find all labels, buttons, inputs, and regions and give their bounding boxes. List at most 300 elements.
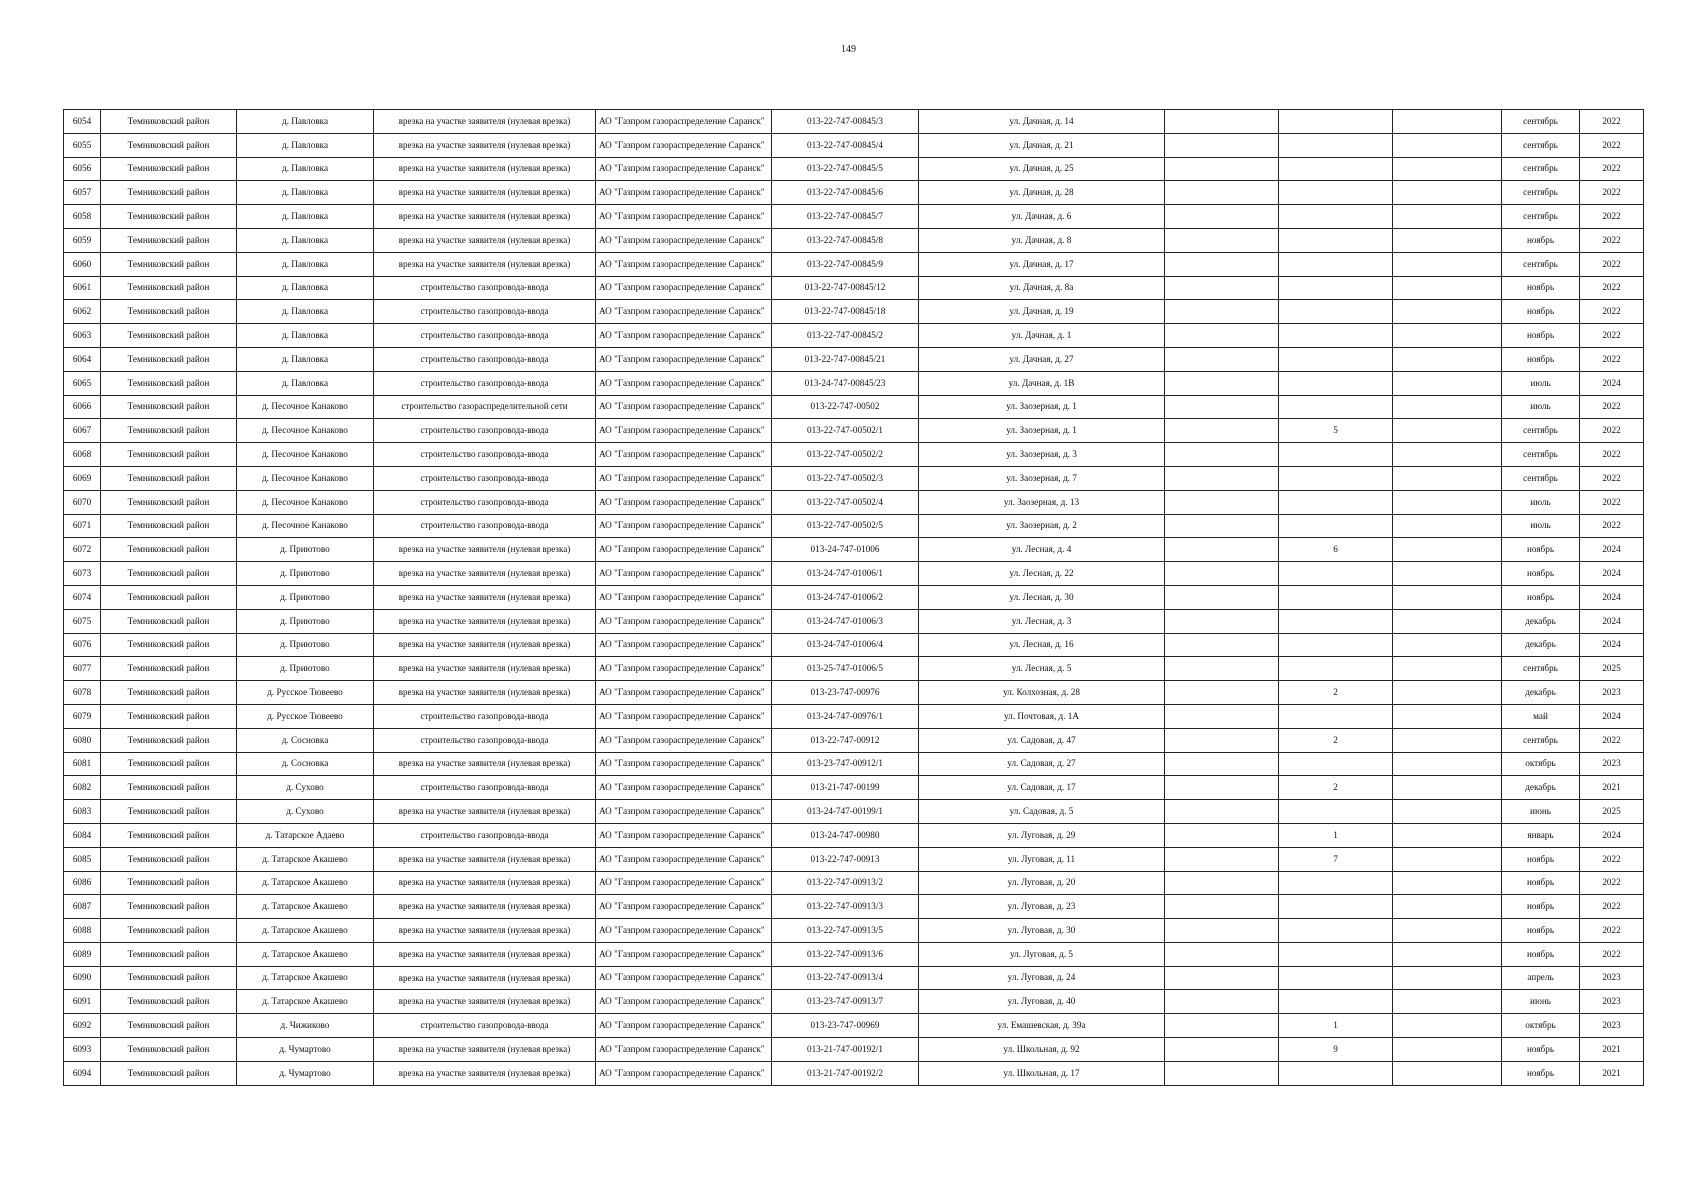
district-cell: Темниковский район bbox=[101, 776, 237, 800]
empty-cell-b bbox=[1393, 490, 1502, 514]
organization-cell: АО "Газпром газораспределение Саранск" bbox=[596, 657, 772, 681]
settlement-cell: д. Татарское Адаево bbox=[237, 823, 374, 847]
table-row bbox=[64, 1038, 1644, 1062]
district-cell: Темниковский район bbox=[101, 633, 237, 657]
count-cell bbox=[1279, 443, 1393, 467]
year-cell: 2022 bbox=[1580, 847, 1644, 871]
work-type-cell: врезка на участке заявителя (нулевая врезка) bbox=[374, 942, 596, 966]
empty-cell-a bbox=[1165, 919, 1279, 943]
year-cell: 2022 bbox=[1580, 276, 1644, 300]
month-cell: сентябрь bbox=[1502, 443, 1580, 467]
district-cell: Темниковский район bbox=[101, 133, 237, 157]
district-cell: Темниковский район bbox=[101, 395, 237, 419]
organization-cell: АО "Газпром газораспределение Саранск" bbox=[596, 823, 772, 847]
table-row bbox=[64, 443, 1644, 467]
settlement-cell: д. Приютово bbox=[237, 562, 374, 586]
work-type-cell: врезка на участке заявителя (нулевая врезка) bbox=[374, 110, 596, 134]
empty-cell-b bbox=[1393, 538, 1502, 562]
empty-cell-b bbox=[1393, 110, 1502, 134]
month-cell: декабрь bbox=[1502, 609, 1580, 633]
contract-number-cell: 013-23-747-00969 bbox=[772, 1014, 919, 1038]
empty-cell-b bbox=[1393, 181, 1502, 205]
month-cell: ноябрь bbox=[1502, 871, 1580, 895]
table-row bbox=[64, 276, 1644, 300]
row-number-cell: 6087 bbox=[64, 895, 101, 919]
table-row bbox=[64, 490, 1644, 514]
year-cell: 2022 bbox=[1580, 728, 1644, 752]
contract-number-cell: 013-22-747-00502/3 bbox=[772, 466, 919, 490]
month-cell: сентябрь bbox=[1502, 657, 1580, 681]
contract-number-cell: 013-22-747-00845/7 bbox=[772, 205, 919, 229]
settlement-cell: д. Павловка bbox=[237, 228, 374, 252]
district-cell: Темниковский район bbox=[101, 514, 237, 538]
contract-number-cell: 013-22-747-00502/5 bbox=[772, 514, 919, 538]
settlement-cell: д. Песочное Канаково bbox=[237, 395, 374, 419]
settlement-cell: д. Песочное Канаково bbox=[237, 419, 374, 443]
address-cell: ул. Дачная, д. 8 bbox=[919, 228, 1165, 252]
empty-cell-a bbox=[1165, 228, 1279, 252]
organization-cell: АО "Газпром газораспределение Саранск" bbox=[596, 609, 772, 633]
count-cell bbox=[1279, 110, 1393, 134]
empty-cell-a bbox=[1165, 538, 1279, 562]
organization-cell: АО "Газпром газораспределение Саранск" bbox=[596, 633, 772, 657]
row-number-cell: 6077 bbox=[64, 657, 101, 681]
year-cell: 2025 bbox=[1580, 800, 1644, 824]
contract-number-cell: 013-22-747-00502/2 bbox=[772, 443, 919, 467]
empty-cell-b bbox=[1393, 895, 1502, 919]
district-cell: Темниковский район bbox=[101, 704, 237, 728]
count-cell bbox=[1279, 490, 1393, 514]
address-cell: ул. Заозерная, д. 1 bbox=[919, 395, 1165, 419]
month-cell: ноябрь bbox=[1502, 228, 1580, 252]
district-cell: Темниковский район bbox=[101, 1061, 237, 1085]
year-cell: 2022 bbox=[1580, 205, 1644, 229]
organization-cell: АО "Газпром газораспределение Саранск" bbox=[596, 1038, 772, 1062]
year-cell: 2022 bbox=[1580, 466, 1644, 490]
district-cell: Темниковский район bbox=[101, 538, 237, 562]
organization-cell: АО "Газпром газораспределение Саранск" bbox=[596, 133, 772, 157]
empty-cell-b bbox=[1393, 704, 1502, 728]
count-cell bbox=[1279, 752, 1393, 776]
empty-cell-b bbox=[1393, 1061, 1502, 1085]
empty-cell-b bbox=[1393, 800, 1502, 824]
month-cell: июнь bbox=[1502, 990, 1580, 1014]
table-row bbox=[64, 371, 1644, 395]
contract-number-cell: 013-23-747-00912/1 bbox=[772, 752, 919, 776]
organization-cell: АО "Газпром газораспределение Саранск" bbox=[596, 466, 772, 490]
count-cell: 5 bbox=[1279, 419, 1393, 443]
contract-number-cell: 013-25-747-01006/5 bbox=[772, 657, 919, 681]
organization-cell: АО "Газпром газораспределение Саранск" bbox=[596, 681, 772, 705]
year-cell: 2023 bbox=[1580, 990, 1644, 1014]
work-type-cell: строительство газопровода-ввода bbox=[374, 324, 596, 348]
address-cell: ул. Почтовая, д. 1А bbox=[919, 704, 1165, 728]
address-cell: ул. Садовая, д. 17 bbox=[919, 776, 1165, 800]
organization-cell: АО "Газпром газораспределение Саранск" bbox=[596, 276, 772, 300]
district-cell: Темниковский район bbox=[101, 181, 237, 205]
count-cell bbox=[1279, 895, 1393, 919]
contract-number-cell: 013-24-747-00199/1 bbox=[772, 800, 919, 824]
empty-cell-a bbox=[1165, 752, 1279, 776]
table-row bbox=[64, 562, 1644, 586]
gas-connection-register-table bbox=[63, 109, 1644, 1086]
district-cell: Темниковский район bbox=[101, 752, 237, 776]
row-number-cell: 6057 bbox=[64, 181, 101, 205]
count-cell bbox=[1279, 347, 1393, 371]
work-type-cell: врезка на участке заявителя (нулевая врезка) bbox=[374, 990, 596, 1014]
district-cell: Темниковский район bbox=[101, 1014, 237, 1038]
empty-cell-b bbox=[1393, 585, 1502, 609]
row-number-cell: 6067 bbox=[64, 419, 101, 443]
table-row bbox=[64, 205, 1644, 229]
table-row bbox=[64, 800, 1644, 824]
empty-cell-b bbox=[1393, 966, 1502, 990]
month-cell: ноябрь bbox=[1502, 324, 1580, 348]
empty-cell-b bbox=[1393, 776, 1502, 800]
address-cell: ул. Лесная, д. 16 bbox=[919, 633, 1165, 657]
address-cell: ул. Дачная, д. 17 bbox=[919, 252, 1165, 276]
row-number-cell: 6078 bbox=[64, 681, 101, 705]
district-cell: Темниковский район bbox=[101, 657, 237, 681]
row-number-cell: 6093 bbox=[64, 1038, 101, 1062]
work-type-cell: строительство газопровода-ввода bbox=[374, 276, 596, 300]
year-cell: 2024 bbox=[1580, 538, 1644, 562]
empty-cell-a bbox=[1165, 514, 1279, 538]
organization-cell: АО "Газпром газораспределение Саранск" bbox=[596, 704, 772, 728]
empty-cell-a bbox=[1165, 1061, 1279, 1085]
empty-cell-a bbox=[1165, 324, 1279, 348]
empty-cell-b bbox=[1393, 371, 1502, 395]
settlement-cell: д. Павловка bbox=[237, 133, 374, 157]
row-number-cell: 6062 bbox=[64, 300, 101, 324]
contract-number-cell: 013-22-747-00845/18 bbox=[772, 300, 919, 324]
count-cell: 1 bbox=[1279, 823, 1393, 847]
settlement-cell: д. Русское Тювеево bbox=[237, 681, 374, 705]
settlement-cell: д. Чумартово bbox=[237, 1061, 374, 1085]
work-type-cell: строительство газопровода-ввода bbox=[374, 371, 596, 395]
year-cell: 2022 bbox=[1580, 919, 1644, 943]
empty-cell-a bbox=[1165, 443, 1279, 467]
month-cell: ноябрь bbox=[1502, 1061, 1580, 1085]
contract-number-cell: 013-24-747-01006/2 bbox=[772, 585, 919, 609]
district-cell: Темниковский район bbox=[101, 205, 237, 229]
work-type-cell: врезка на участке заявителя (нулевая врезка) bbox=[374, 228, 596, 252]
district-cell: Темниковский район bbox=[101, 324, 237, 348]
work-type-cell: врезка на участке заявителя (нулевая врезка) bbox=[374, 633, 596, 657]
empty-cell-b bbox=[1393, 276, 1502, 300]
district-cell: Темниковский район bbox=[101, 585, 237, 609]
row-number-cell: 6060 bbox=[64, 252, 101, 276]
empty-cell-b bbox=[1393, 133, 1502, 157]
year-cell: 2022 bbox=[1580, 252, 1644, 276]
work-type-cell: врезка на участке заявителя (нулевая врезка) bbox=[374, 752, 596, 776]
table-row bbox=[64, 157, 1644, 181]
contract-number-cell: 013-22-747-00913/6 bbox=[772, 942, 919, 966]
count-cell: 2 bbox=[1279, 681, 1393, 705]
table-row bbox=[64, 324, 1644, 348]
empty-cell-a bbox=[1165, 942, 1279, 966]
year-cell: 2022 bbox=[1580, 443, 1644, 467]
count-cell bbox=[1279, 252, 1393, 276]
month-cell: июль bbox=[1502, 490, 1580, 514]
organization-cell: АО "Газпром газораспределение Саранск" bbox=[596, 1061, 772, 1085]
organization-cell: АО "Газпром газораспределение Саранск" bbox=[596, 324, 772, 348]
contract-number-cell: 013-22-747-00845/6 bbox=[772, 181, 919, 205]
table-row bbox=[64, 681, 1644, 705]
year-cell: 2024 bbox=[1580, 585, 1644, 609]
district-cell: Темниковский район bbox=[101, 419, 237, 443]
empty-cell-a bbox=[1165, 895, 1279, 919]
table-row bbox=[64, 110, 1644, 134]
empty-cell-a bbox=[1165, 347, 1279, 371]
month-cell: сентябрь bbox=[1502, 133, 1580, 157]
table-row bbox=[64, 728, 1644, 752]
work-type-cell: строительство газопровода-ввода bbox=[374, 443, 596, 467]
address-cell: ул. Дачная, д. 27 bbox=[919, 347, 1165, 371]
count-cell: 6 bbox=[1279, 538, 1393, 562]
count-cell bbox=[1279, 704, 1393, 728]
work-type-cell: строительство газопровода-ввода bbox=[374, 490, 596, 514]
work-type-cell: врезка на участке заявителя (нулевая врезка) bbox=[374, 609, 596, 633]
settlement-cell: д. Павловка bbox=[237, 324, 374, 348]
table-row bbox=[64, 1061, 1644, 1085]
empty-cell-b bbox=[1393, 728, 1502, 752]
settlement-cell: д. Песочное Канаково bbox=[237, 490, 374, 514]
address-cell: ул. Садовая, д. 5 bbox=[919, 800, 1165, 824]
month-cell: ноябрь bbox=[1502, 942, 1580, 966]
district-cell: Темниковский район bbox=[101, 443, 237, 467]
year-cell: 2022 bbox=[1580, 514, 1644, 538]
address-cell: ул. Луговая, д. 5 bbox=[919, 942, 1165, 966]
district-cell: Темниковский район bbox=[101, 1038, 237, 1062]
count-cell bbox=[1279, 633, 1393, 657]
empty-cell-b bbox=[1393, 562, 1502, 586]
contract-number-cell: 013-22-747-00845/4 bbox=[772, 133, 919, 157]
table-row bbox=[64, 538, 1644, 562]
empty-cell-a bbox=[1165, 704, 1279, 728]
address-cell: ул. Дачная, д. 8а bbox=[919, 276, 1165, 300]
contract-number-cell: 013-24-747-01006 bbox=[772, 538, 919, 562]
contract-number-cell: 013-24-747-01006/3 bbox=[772, 609, 919, 633]
settlement-cell: д. Русское Тювеево bbox=[237, 704, 374, 728]
month-cell: ноябрь bbox=[1502, 276, 1580, 300]
empty-cell-a bbox=[1165, 633, 1279, 657]
row-number-cell: 6069 bbox=[64, 466, 101, 490]
address-cell: ул. Лесная, д. 4 bbox=[919, 538, 1165, 562]
address-cell: ул. Заозерная, д. 13 bbox=[919, 490, 1165, 514]
row-number-cell: 6071 bbox=[64, 514, 101, 538]
settlement-cell: д. Сосновка bbox=[237, 728, 374, 752]
month-cell: сентябрь bbox=[1502, 252, 1580, 276]
address-cell: ул. Лесная, д. 30 bbox=[919, 585, 1165, 609]
row-number-cell: 6084 bbox=[64, 823, 101, 847]
address-cell: ул. Дачная, д. 14 bbox=[919, 110, 1165, 134]
empty-cell-b bbox=[1393, 752, 1502, 776]
count-cell: 2 bbox=[1279, 776, 1393, 800]
empty-cell-a bbox=[1165, 585, 1279, 609]
month-cell: декабрь bbox=[1502, 633, 1580, 657]
work-type-cell: врезка на участке заявителя (нулевая врезка) bbox=[374, 847, 596, 871]
count-cell bbox=[1279, 990, 1393, 1014]
row-number-cell: 6066 bbox=[64, 395, 101, 419]
settlement-cell: д. Песочное Канаково bbox=[237, 466, 374, 490]
year-cell: 2022 bbox=[1580, 181, 1644, 205]
row-number-cell: 6055 bbox=[64, 133, 101, 157]
table-row bbox=[64, 895, 1644, 919]
empty-cell-b bbox=[1393, 205, 1502, 229]
settlement-cell: д. Татарское Акашево bbox=[237, 895, 374, 919]
work-type-cell: строительство газопровода-ввода bbox=[374, 419, 596, 443]
empty-cell-a bbox=[1165, 1014, 1279, 1038]
row-number-cell: 6058 bbox=[64, 205, 101, 229]
settlement-cell: д. Татарское Акашево bbox=[237, 942, 374, 966]
month-cell: октябрь bbox=[1502, 1014, 1580, 1038]
empty-cell-b bbox=[1393, 823, 1502, 847]
register-body bbox=[64, 110, 1644, 1086]
work-type-cell: строительство газопровода-ввода bbox=[374, 728, 596, 752]
work-type-cell: врезка на участке заявителя (нулевая врезка) bbox=[374, 681, 596, 705]
row-number-cell: 6056 bbox=[64, 157, 101, 181]
address-cell: ул. Луговая, д. 29 bbox=[919, 823, 1165, 847]
contract-number-cell: 013-22-747-00502/1 bbox=[772, 419, 919, 443]
empty-cell-a bbox=[1165, 133, 1279, 157]
contract-number-cell: 013-22-747-00913/5 bbox=[772, 919, 919, 943]
year-cell: 2024 bbox=[1580, 562, 1644, 586]
table-row bbox=[64, 419, 1644, 443]
address-cell: ул. Колхозная, д. 28 bbox=[919, 681, 1165, 705]
empty-cell-a bbox=[1165, 157, 1279, 181]
empty-cell-a bbox=[1165, 657, 1279, 681]
month-cell: ноябрь bbox=[1502, 347, 1580, 371]
empty-cell-b bbox=[1393, 1014, 1502, 1038]
empty-cell-b bbox=[1393, 871, 1502, 895]
empty-cell-a bbox=[1165, 181, 1279, 205]
organization-cell: АО "Газпром газораспределение Саранск" bbox=[596, 371, 772, 395]
contract-number-cell: 013-22-747-00502 bbox=[772, 395, 919, 419]
organization-cell: АО "Газпром газораспределение Саранск" bbox=[596, 228, 772, 252]
settlement-cell: д. Павловка bbox=[237, 157, 374, 181]
table-row bbox=[64, 776, 1644, 800]
organization-cell: АО "Газпром газораспределение Саранск" bbox=[596, 871, 772, 895]
work-type-cell: строительство газопровода-ввода bbox=[374, 300, 596, 324]
row-number-cell: 6094 bbox=[64, 1061, 101, 1085]
organization-cell: АО "Газпром газораспределение Саранск" bbox=[596, 800, 772, 824]
settlement-cell: д. Татарское Акашево bbox=[237, 966, 374, 990]
organization-cell: АО "Газпром газораспределение Саранск" bbox=[596, 347, 772, 371]
work-type-cell: врезка на участке заявителя (нулевая врезка) bbox=[374, 871, 596, 895]
month-cell: июль bbox=[1502, 371, 1580, 395]
table-row bbox=[64, 847, 1644, 871]
month-cell: ноябрь bbox=[1502, 300, 1580, 324]
settlement-cell: д. Приютово bbox=[237, 633, 374, 657]
page-number: 149 bbox=[841, 44, 856, 55]
year-cell: 2024 bbox=[1580, 371, 1644, 395]
count-cell bbox=[1279, 514, 1393, 538]
address-cell: ул. Дачная, д. 1 bbox=[919, 324, 1165, 348]
count-cell bbox=[1279, 942, 1393, 966]
contract-number-cell: 013-21-747-00192/2 bbox=[772, 1061, 919, 1085]
count-cell bbox=[1279, 800, 1393, 824]
table-row bbox=[64, 466, 1644, 490]
count-cell: 7 bbox=[1279, 847, 1393, 871]
settlement-cell: д. Сухово bbox=[237, 800, 374, 824]
table-row bbox=[64, 1014, 1644, 1038]
table-row bbox=[64, 942, 1644, 966]
empty-cell-a bbox=[1165, 300, 1279, 324]
row-number-cell: 6076 bbox=[64, 633, 101, 657]
district-cell: Темниковский район bbox=[101, 609, 237, 633]
address-cell: ул. Луговая, д. 20 bbox=[919, 871, 1165, 895]
empty-cell-b bbox=[1393, 1038, 1502, 1062]
row-number-cell: 6081 bbox=[64, 752, 101, 776]
settlement-cell: д. Приютово bbox=[237, 585, 374, 609]
work-type-cell: строительство газопровода-ввода bbox=[374, 466, 596, 490]
row-number-cell: 6068 bbox=[64, 443, 101, 467]
month-cell: ноябрь bbox=[1502, 585, 1580, 609]
row-number-cell: 6065 bbox=[64, 371, 101, 395]
address-cell: ул. Дачная, д. 6 bbox=[919, 205, 1165, 229]
count-cell bbox=[1279, 585, 1393, 609]
address-cell: ул. Лесная, д. 3 bbox=[919, 609, 1165, 633]
table-row bbox=[64, 990, 1644, 1014]
organization-cell: АО "Газпром газораспределение Саранск" bbox=[596, 157, 772, 181]
contract-number-cell: 013-23-747-00976 bbox=[772, 681, 919, 705]
count-cell bbox=[1279, 371, 1393, 395]
count-cell: 2 bbox=[1279, 728, 1393, 752]
settlement-cell: д. Павловка bbox=[237, 371, 374, 395]
address-cell: ул. Садовая, д. 47 bbox=[919, 728, 1165, 752]
count-cell bbox=[1279, 395, 1393, 419]
month-cell: ноябрь bbox=[1502, 919, 1580, 943]
count-cell bbox=[1279, 1061, 1393, 1085]
month-cell: ноябрь bbox=[1502, 847, 1580, 871]
empty-cell-b bbox=[1393, 919, 1502, 943]
settlement-cell: д. Павловка bbox=[237, 300, 374, 324]
row-number-cell: 6064 bbox=[64, 347, 101, 371]
count-cell bbox=[1279, 157, 1393, 181]
work-type-cell: врезка на участке заявителя (нулевая врезка) bbox=[374, 966, 596, 990]
row-number-cell: 6063 bbox=[64, 324, 101, 348]
empty-cell-b bbox=[1393, 847, 1502, 871]
district-cell: Темниковский район bbox=[101, 490, 237, 514]
table-row bbox=[64, 966, 1644, 990]
contract-number-cell: 013-22-747-00845/12 bbox=[772, 276, 919, 300]
work-type-cell: врезка на участке заявителя (нулевая врезка) bbox=[374, 800, 596, 824]
address-cell: ул. Луговая, д. 30 bbox=[919, 919, 1165, 943]
contract-number-cell: 013-24-747-00845/23 bbox=[772, 371, 919, 395]
work-type-cell: врезка на участке заявителя (нулевая врезка) bbox=[374, 895, 596, 919]
row-number-cell: 6061 bbox=[64, 276, 101, 300]
district-cell: Темниковский район bbox=[101, 990, 237, 1014]
count-cell bbox=[1279, 657, 1393, 681]
address-cell: ул. Школьная, д. 92 bbox=[919, 1038, 1165, 1062]
contract-number-cell: 013-24-747-00980 bbox=[772, 823, 919, 847]
year-cell: 2021 bbox=[1580, 1038, 1644, 1062]
month-cell: май bbox=[1502, 704, 1580, 728]
row-number-cell: 6059 bbox=[64, 228, 101, 252]
district-cell: Темниковский район bbox=[101, 228, 237, 252]
year-cell: 2024 bbox=[1580, 823, 1644, 847]
contract-number-cell: 013-22-747-00845/8 bbox=[772, 228, 919, 252]
year-cell: 2023 bbox=[1580, 752, 1644, 776]
empty-cell-b bbox=[1393, 443, 1502, 467]
organization-cell: АО "Газпром газораспределение Саранск" bbox=[596, 395, 772, 419]
month-cell: ноябрь bbox=[1502, 562, 1580, 586]
contract-number-cell: 013-22-747-00913/2 bbox=[772, 871, 919, 895]
address-cell: ул. Заозерная, д. 2 bbox=[919, 514, 1165, 538]
work-type-cell: строительство газопровода-ввода bbox=[374, 514, 596, 538]
month-cell: сентябрь bbox=[1502, 466, 1580, 490]
